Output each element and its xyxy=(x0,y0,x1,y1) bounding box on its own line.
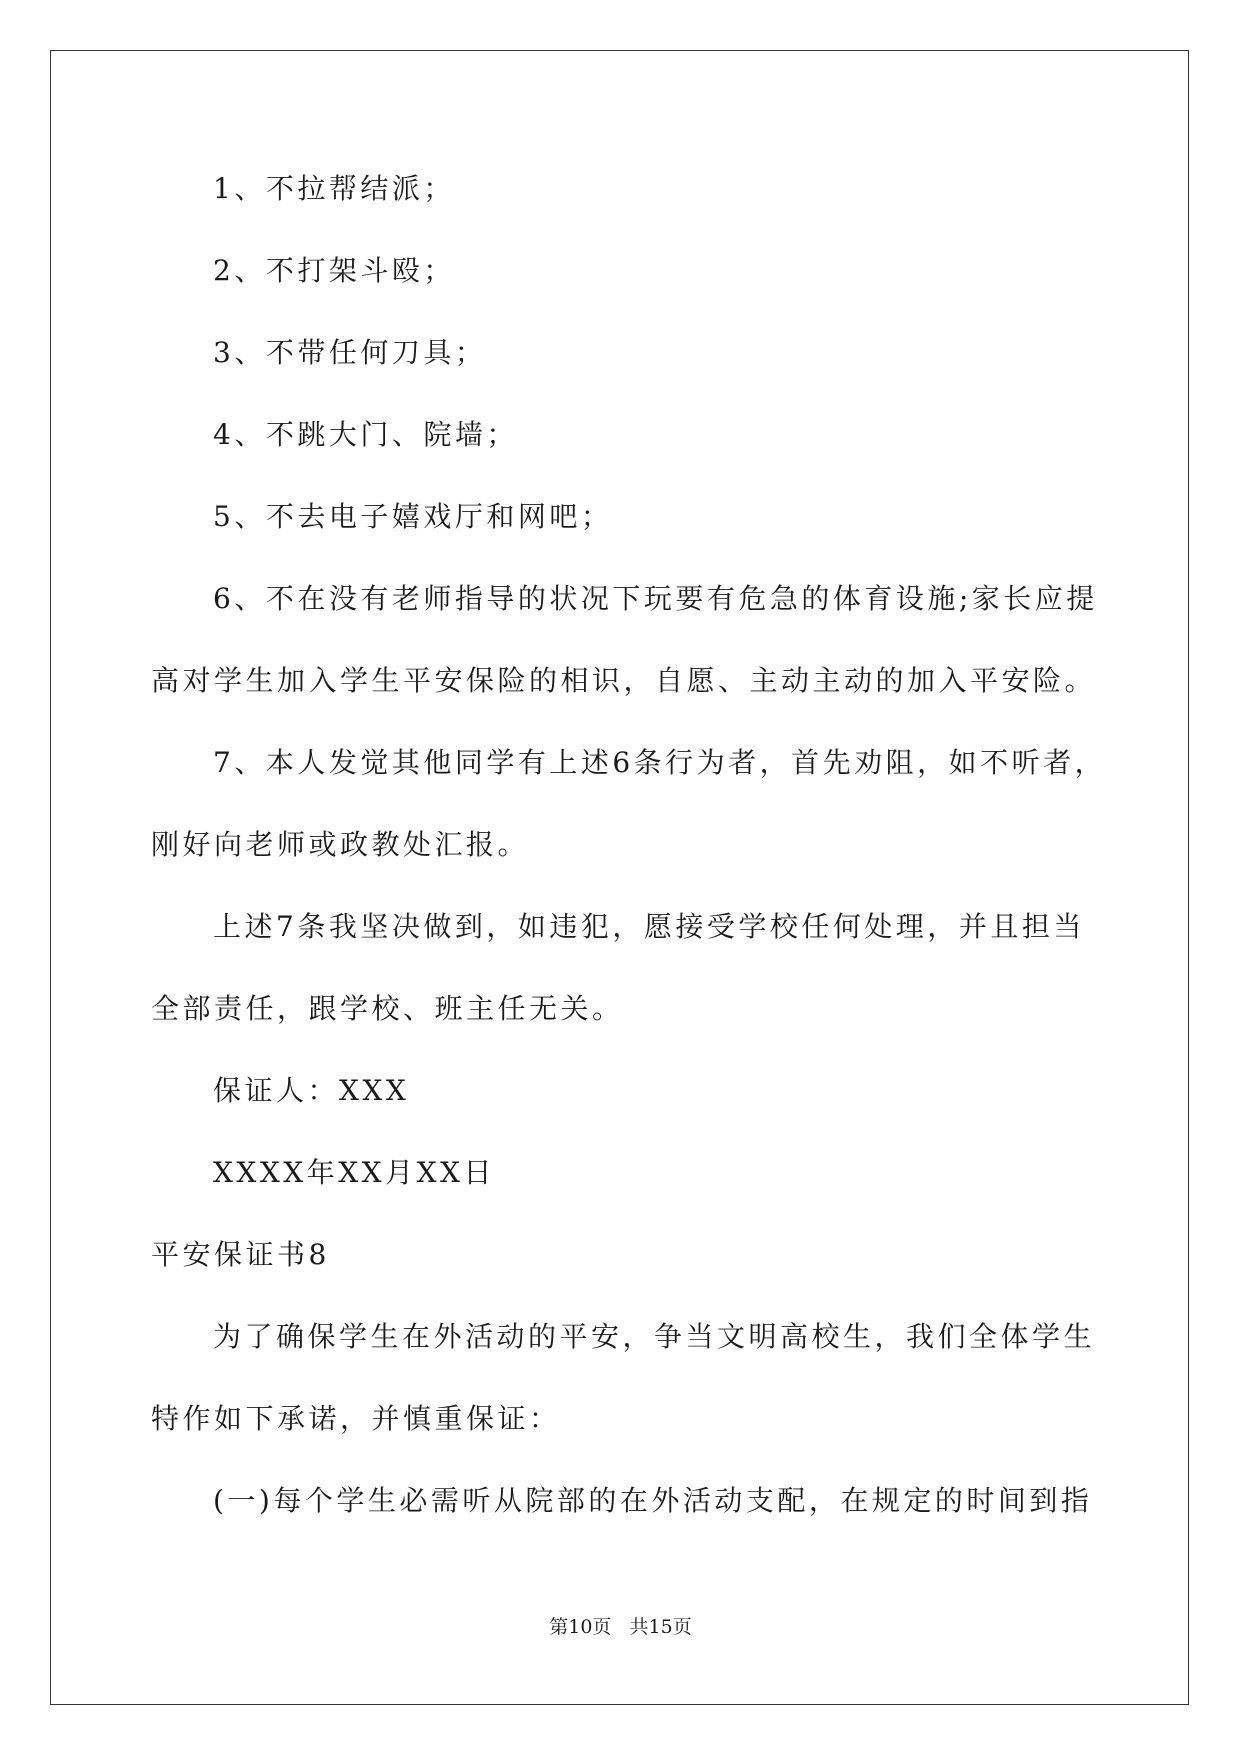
item-2: 2、不打架斗殴； xyxy=(213,254,455,287)
summary-line-1: 上述7条我坚决做到，如违犯，愿接受学校任何处理，并且担当 xyxy=(213,910,1085,943)
intro-line-2: 特作如下承诺，并慎重保证： xyxy=(151,1402,561,1435)
item-6-line-2: 高对学生加入学生平安保险的相识，自愿、主动主动的加入平安险。 xyxy=(151,664,1097,697)
item-3: 3、不带任何刀具； xyxy=(213,336,487,369)
intro-line-1: 为了确保学生在外活动的平安，争当文明高校生，我们全体学生 xyxy=(213,1320,1096,1353)
section-heading: 平安保证书8 xyxy=(151,1238,330,1271)
summary-line-2: 全部责任，跟学校、班主任无关。 xyxy=(151,992,624,1025)
item-6-line-1: 6、不在没有老师指导的状况下玩要有危急的体育设施;家长应提 xyxy=(213,582,1098,615)
item-7-line-2: 刚好向老师或政教处汇报。 xyxy=(151,828,530,861)
clause-1-line-1: (一)每个学生必需听从院部的在外活动支配，在规定的时间到指 xyxy=(213,1484,1093,1517)
date-line: XXXX年XX月XX日 xyxy=(213,1156,495,1189)
item-1: 1、不拉帮结派； xyxy=(213,172,455,205)
item-7-line-1: 7、本人发觉其他同学有上述6条行为者，首先劝阻，如不听者， xyxy=(213,746,1107,779)
item-5: 5、不去电子嬉戏厅和网吧； xyxy=(213,500,613,533)
guarantor-line: 保证人：XXX xyxy=(213,1074,410,1107)
page-border xyxy=(50,50,1189,1705)
page-number-footer: 第10页 共15页 xyxy=(549,1616,692,1638)
item-4: 4、不跳大门、院墙； xyxy=(213,418,518,451)
